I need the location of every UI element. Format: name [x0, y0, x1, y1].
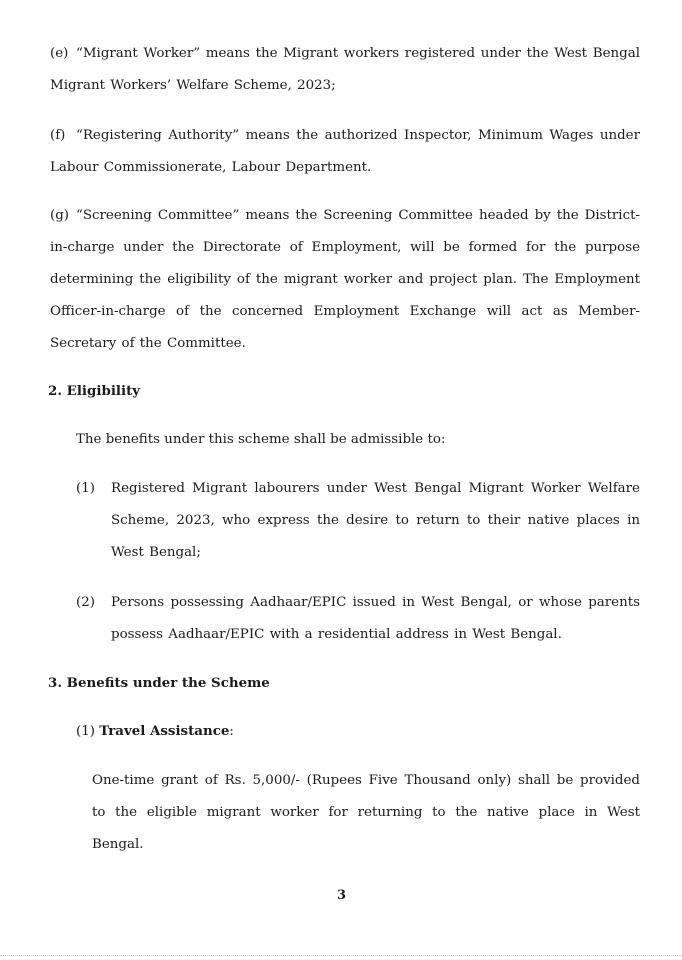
- definition-label: (e): [50, 46, 69, 61]
- definition-label: (g): [50, 208, 70, 223]
- page-number: 3: [337, 888, 347, 903]
- definition-g: [50, 200, 640, 360]
- benefit-travel-text: One-time grant of Rs. 5,000/- (Rupees Five Thousand only) shall be provided to the eligible migrant worker for returning to the native place in West Bengal.: [92, 773, 640, 852]
- eligibility-item-label: (1): [76, 481, 95, 496]
- benefit-sub-label: (1): [76, 724, 95, 739]
- benefit-sub-title: Travel Assistance: [99, 723, 230, 739]
- benefit-subheading: [76, 723, 234, 739]
- definition-text: “Screening Committee” means the Screening Committee headed by the District-in-charge under the Directorate of Employment, will be formed for the purpose determining the eligibility of the migrant worker and project plan. The Employment Officer-in-charge of the concerned Employment Exchange will act as Member-Secretary of the Committee.: [50, 208, 640, 351]
- section-heading-eligibility: 2. Eligibility: [48, 383, 141, 399]
- definition-e: [50, 38, 640, 102]
- page-edge-divider: [0, 955, 682, 956]
- section-heading-benefits: 3. Benefits under the Scheme: [48, 675, 270, 691]
- definition-f: [50, 120, 640, 184]
- eligibility-item-label: (2): [76, 595, 95, 610]
- eligibility-item-1: Registered Migrant labourers under West Bengal Migrant Worker Welfare Scheme, 2023, who express the desire to return to their native places in West Bengal;: [111, 481, 640, 560]
- definition-text: “Registering Authority” means the authorized Inspector, Minimum Wages under Labour Commissionerate, Labour Department.: [50, 128, 640, 175]
- definition-label: (f): [50, 128, 66, 143]
- definition-text: “Migrant Worker” means the Migrant workers registered under the West Bengal Migrant Workers’ Welfare Scheme, 2023;: [50, 46, 640, 93]
- benefit-sub-colon: :: [229, 724, 234, 739]
- eligibility-item-2: Persons possessing Aadhaar/EPIC issued in West Bengal, or whose parents possess Aadhaar/EPIC with a residential address in West Bengal.: [111, 595, 640, 642]
- eligibility-intro: The benefits under this scheme shall be admissible to:: [76, 432, 446, 447]
